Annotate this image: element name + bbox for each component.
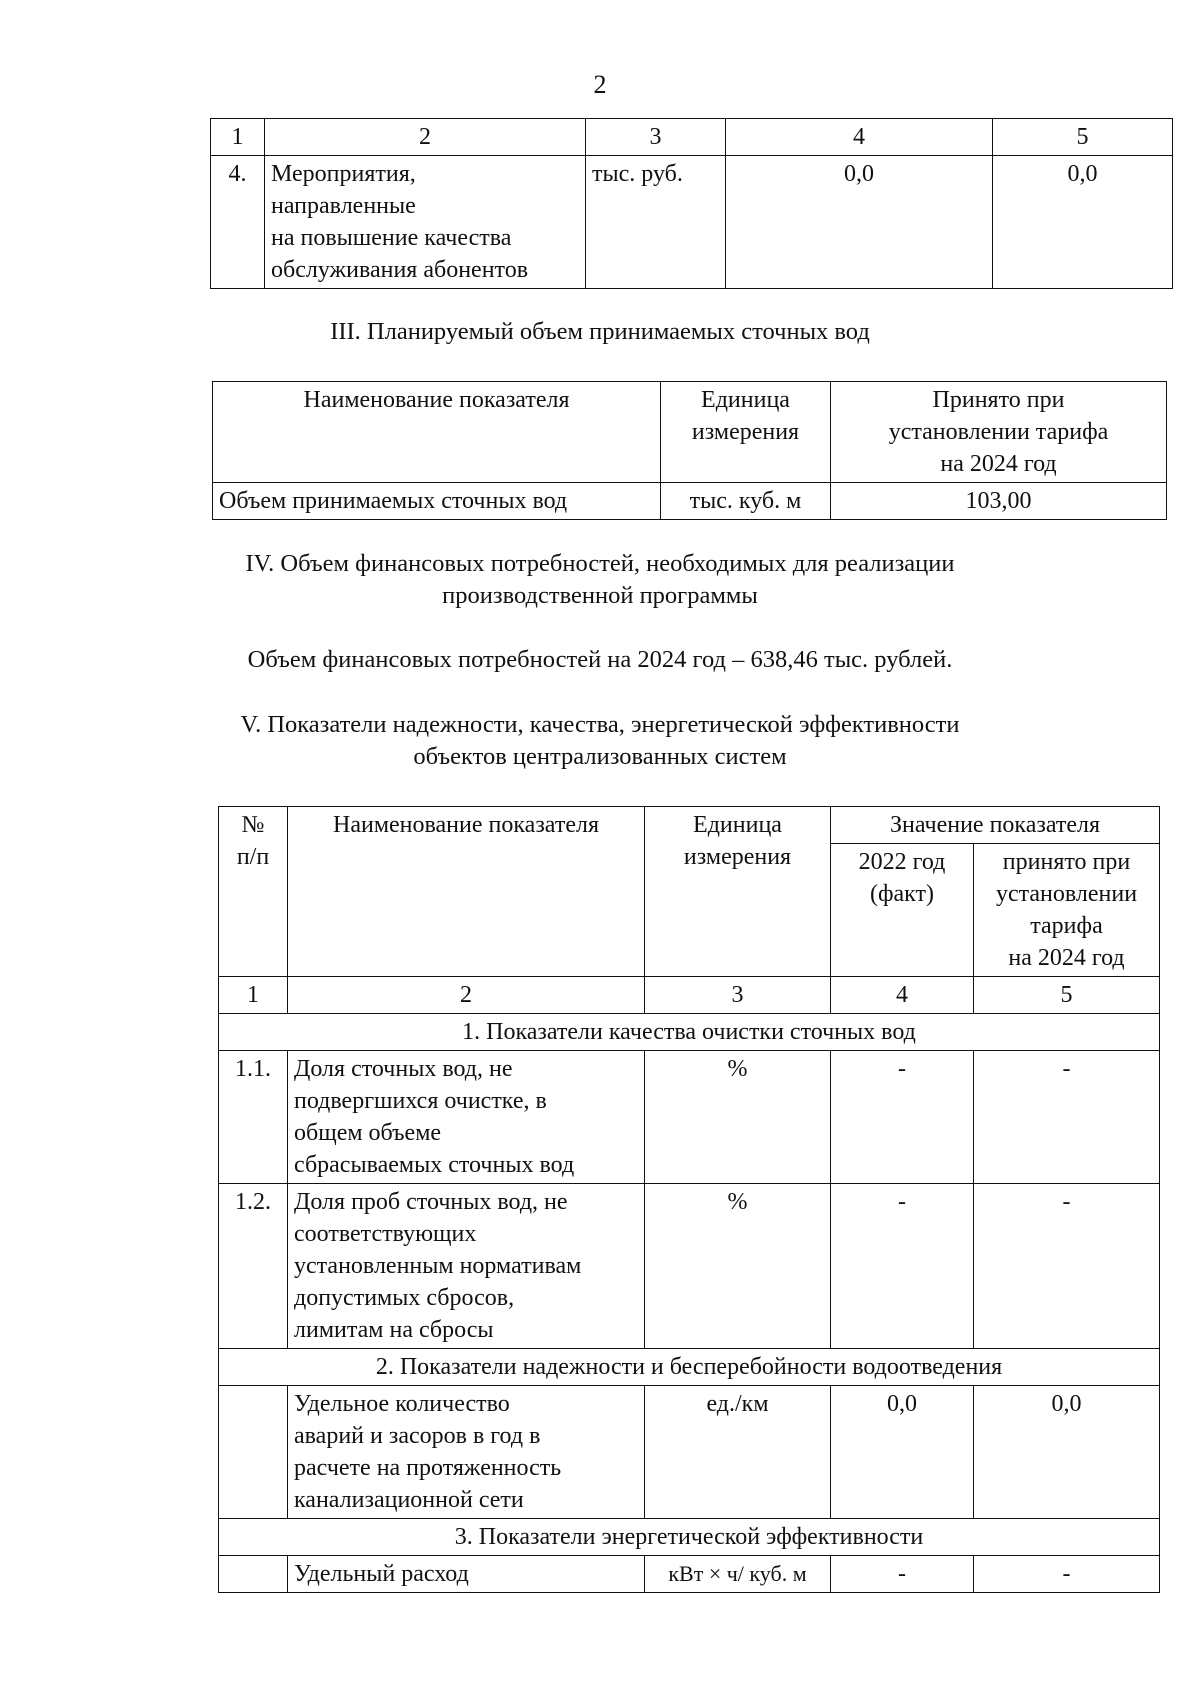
row-number: 4. (211, 156, 265, 289)
row-unit: % (645, 1184, 831, 1349)
row-unit: тыс. куб. м (661, 483, 831, 520)
header-value-line: Принято при (932, 387, 1065, 413)
row-value-4: 0,0 (726, 156, 993, 289)
header-unit (645, 807, 831, 977)
header-2024 (974, 844, 1160, 977)
group-2-title: 2. Показатели надежности и бесперебойности водоотведения (219, 1349, 1160, 1386)
header-2024-line: на 2024 год (1008, 945, 1125, 971)
col-number-4: 4 (831, 977, 974, 1014)
row-number (219, 1556, 288, 1593)
row-value-5: 0,0 (993, 156, 1173, 289)
header-2022 (831, 844, 974, 977)
row-name-line: допустимых сбросов, (294, 1285, 515, 1311)
col-number-2: 2 (265, 119, 586, 156)
col-number-3: 3 (645, 977, 831, 1014)
row-value-2022: - (831, 1051, 974, 1184)
table-continuation (210, 118, 1173, 289)
header-number-line: п/п (236, 844, 270, 870)
row-name (265, 156, 586, 289)
row-name-line: на повышение качества (271, 225, 512, 251)
table-row (219, 1556, 1160, 1593)
section-row (219, 1349, 1160, 1386)
header-value-line: на 2024 год (940, 451, 1057, 477)
table-row (219, 1184, 1160, 1349)
header-2024-line: установлении (995, 881, 1138, 907)
column-numbers-row (219, 977, 1160, 1014)
row-name (288, 1051, 645, 1184)
row-value-2022: 0,0 (831, 1386, 974, 1519)
row-name-line: общем объеме (294, 1120, 442, 1146)
section-5-title-line: объектов централизованных систем (413, 743, 787, 770)
row-name-line: Доля проб сточных вод, не (294, 1189, 568, 1215)
row-name: Удельный расход (288, 1556, 645, 1593)
header-2022-line: (факт) (869, 881, 935, 907)
row-name-line: подвергшихся очистке, в (294, 1088, 547, 1114)
row-value-2024: - (974, 1556, 1160, 1593)
row-name (288, 1184, 645, 1349)
section-4-title-line: производственной программы (442, 582, 758, 609)
col-number-5: 5 (993, 119, 1173, 156)
row-unit: % (645, 1051, 831, 1184)
table-header-row (219, 807, 1160, 844)
header-unit-line: измерения (691, 419, 800, 445)
group-1-title: 1. Показатели качества очистки сточных вод (219, 1014, 1160, 1051)
row-value-2022: - (831, 1556, 974, 1593)
section-3-title: III. Планируемый объем принимаемых сточных вод (330, 318, 870, 345)
header-number-line: № (241, 812, 265, 838)
row-unit: ед./км (645, 1386, 831, 1519)
row-value-2024: 0,0 (974, 1386, 1160, 1519)
header-unit (661, 382, 831, 483)
financial-needs-paragraph: Объем финансовых потребностей на 2024 год – 638,46 тыс. рублей. (247, 646, 953, 673)
section-row (219, 1519, 1160, 1556)
row-name-line: Мероприятия, (271, 161, 416, 187)
col-number-1: 1 (219, 977, 288, 1014)
header-accepted-value (831, 382, 1167, 483)
table-row (211, 156, 1173, 289)
table-row (219, 1386, 1160, 1519)
row-value-2024: - (974, 1051, 1160, 1184)
row-name-line: сбрасываемых сточных вод (294, 1152, 575, 1178)
section-4-title-line: IV. Объем финансовых потребностей, необходимых для реализации (245, 550, 955, 577)
section-5-title-line: V. Показатели надежности, качества, энергетической эффективности (240, 711, 960, 738)
row-name-line: Доля сточных вод, не (294, 1056, 513, 1082)
col-number-3: 3 (586, 119, 726, 156)
col-number-4: 4 (726, 119, 993, 156)
row-value-2022: - (831, 1184, 974, 1349)
row-name (288, 1386, 645, 1519)
col-number-5: 5 (974, 977, 1160, 1014)
table-indicators (218, 806, 1160, 1593)
row-number (219, 1386, 288, 1519)
table-wastewater-volume (212, 381, 1167, 520)
row-name-line: расчете на протяженность (294, 1455, 562, 1481)
row-name-line: аварий и засоров в год в (294, 1423, 541, 1449)
row-number: 1.1. (219, 1051, 288, 1184)
header-unit-line: Единица (693, 812, 782, 838)
table-row (219, 1051, 1160, 1184)
header-2024-line: принято при (1002, 849, 1131, 875)
row-name-line: обслуживания абонентов (271, 257, 529, 283)
table-row (213, 483, 1167, 520)
header-2024-line: тарифа (1030, 913, 1103, 939)
row-name-line: лимитам на сбросы (294, 1317, 494, 1343)
row-number: 1.2. (219, 1184, 288, 1349)
col-number-1: 1 (211, 119, 265, 156)
row-name-line: канализационной сети (294, 1487, 524, 1513)
table-header-row (211, 119, 1173, 156)
row-name-line: установленным нормативам (294, 1253, 582, 1279)
row-name-line: соответствующих (294, 1221, 477, 1247)
header-value-line: установлении тарифа (888, 419, 1109, 445)
header-indicator-name: Наименование показателя (213, 382, 661, 483)
header-number (219, 807, 288, 977)
header-2022-line: 2022 год (858, 849, 946, 875)
section-5-title (0, 709, 1200, 773)
section-row (219, 1014, 1160, 1051)
row-unit: кВт × ч/ куб. м (645, 1556, 831, 1593)
row-value-2024: - (974, 1184, 1160, 1349)
header-unit-line: измерения (683, 844, 792, 870)
row-name: Объем принимаемых сточных вод (213, 483, 661, 520)
row-name-line: направленные (271, 193, 416, 219)
row-value: 103,00 (831, 483, 1167, 520)
row-name-line: Удельное количество (294, 1391, 510, 1417)
header-indicator-name: Наименование показателя (288, 807, 645, 977)
col-number-2: 2 (288, 977, 645, 1014)
section-4-title (0, 548, 1200, 612)
row-unit: тыс. руб. (586, 156, 726, 289)
group-3-title: 3. Показатели энергетической эффективности (219, 1519, 1160, 1556)
header-value-group: Значение показателя (831, 807, 1160, 844)
page-number: 2 (593, 70, 607, 99)
table-header-row (213, 382, 1167, 483)
header-unit-line: Единица (701, 387, 790, 413)
